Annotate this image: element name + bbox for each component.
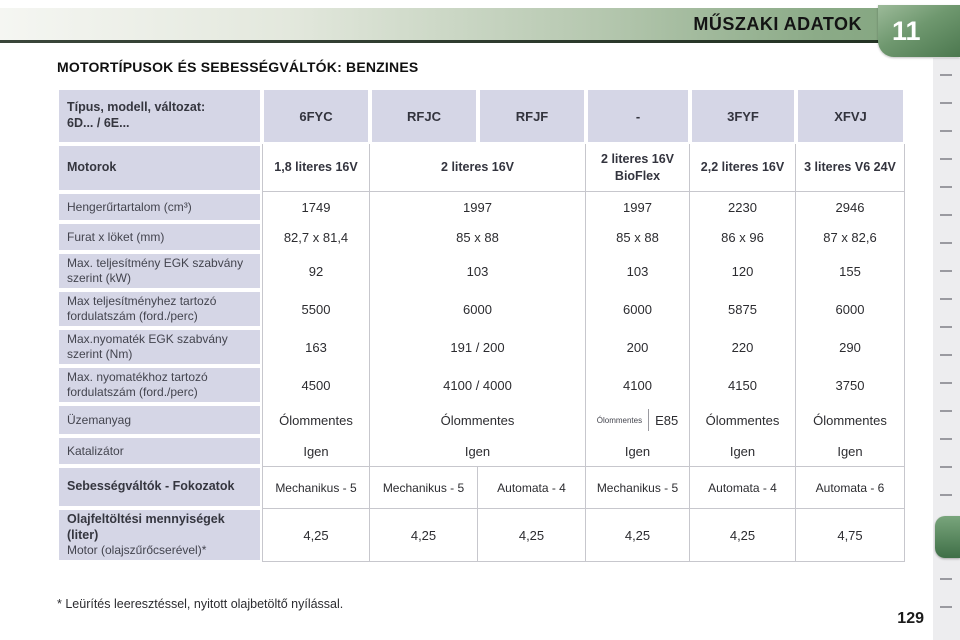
value-cell: 155 [796, 252, 905, 290]
table-row [57, 290, 905, 328]
row-label: Furat x löket (mm) [57, 222, 262, 252]
page-title: MŰSZAKI ADATOK [693, 14, 862, 34]
value-cell-fuel-e85 [586, 404, 690, 436]
row-label: Max. teljesítmény EGK szabvány szerint (kW) [57, 252, 262, 290]
value-cell: 5875 [690, 290, 796, 328]
column-header-xfvj: XFVJ [796, 88, 905, 144]
section-title: MOTORTÍPUSOK ÉS SEBESSÉGVÁLTÓK: BENZINES [57, 59, 419, 75]
table-row-gearboxes [57, 466, 905, 508]
page-number: 129 [897, 610, 924, 627]
row-label: Max.nyomaték EGK szabvány szerint (Nm) [57, 328, 262, 366]
value-cell: 86 x 96 [690, 222, 796, 252]
chapter-number-badge [878, 5, 960, 57]
footnote: * Leürítés leeresztéssel, nyitott olajbetöltő nyílással. [57, 597, 344, 611]
value-cell: 191 / 200 [370, 328, 586, 366]
column-header-3fyf: 3FYF [690, 88, 796, 144]
value-cell: 163 [262, 328, 370, 366]
value-cell: 85 x 88 [586, 222, 690, 252]
vertical-divider [648, 409, 649, 431]
column-header-6fyc: 6FYC [262, 88, 370, 144]
value-cell: Ólommentes [262, 404, 370, 436]
value-cell: Ólommentes [796, 404, 905, 436]
table-row [57, 222, 905, 252]
value-cell: 4500 [262, 366, 370, 404]
row-label: Max teljesítményhez tartozó fordulatszám (ford./perc) [57, 290, 262, 328]
spec-table [57, 88, 905, 562]
column-header-rfjc: RFJC [370, 88, 478, 144]
value-cell: 3750 [796, 366, 905, 404]
chapter-number: 11 [892, 15, 921, 46]
value-cell: 4,25 [262, 508, 370, 562]
value-cell: 4,25 [478, 508, 586, 562]
table-row [57, 436, 905, 466]
value-cell: 1997 [586, 192, 690, 222]
row-label: Sebességváltók - Fokozatok [57, 466, 262, 508]
row-label: Max. nyomatékhoz tartozó fordulatszám (ford./perc) [57, 366, 262, 404]
value-cell: Mechanikus - 5 [262, 466, 370, 508]
value-cell: 4100 / 4000 [370, 366, 586, 404]
type-model-label: Típus, modell, változat: 6D... / 6E... [57, 88, 262, 144]
value-cell: 4100 [586, 366, 690, 404]
value-cell: 82,7 x 81,4 [262, 222, 370, 252]
value-cell: 4150 [690, 366, 796, 404]
value-cell: 4,25 [690, 508, 796, 562]
value-cell: 4,25 [370, 508, 478, 562]
value-cell: Ólommentes [370, 404, 586, 436]
value-cell: Automata - 6 [796, 466, 905, 508]
value-cell: Ólommentes [690, 404, 796, 436]
table-row [57, 366, 905, 404]
value-cell: 87 x 82,6 [796, 222, 905, 252]
value-cell: 4,25 [586, 508, 690, 562]
value-cell: 1,8 literes 16V [262, 144, 370, 192]
value-cell: 2946 [796, 192, 905, 222]
value-cell: 6000 [370, 290, 586, 328]
value-cell: Igen [690, 436, 796, 466]
table-row-engines [57, 144, 905, 192]
row-label: Motorok [57, 144, 262, 192]
value-cell: 4,75 [796, 508, 905, 562]
table-header-row [57, 88, 905, 144]
header-divider-line [0, 40, 960, 43]
value-cell: Automata - 4 [478, 466, 586, 508]
row-label: Katalizátor [57, 436, 262, 466]
value-cell: Automata - 4 [690, 466, 796, 508]
value-cell: 85 x 88 [370, 222, 586, 252]
value-cell: 6000 [796, 290, 905, 328]
value-cell: 200 [586, 328, 690, 366]
value-cell: 92 [262, 252, 370, 290]
value-cell: 1749 [262, 192, 370, 222]
value-cell: 2,2 literes 16V [690, 144, 796, 192]
table-row-oil [57, 508, 905, 562]
column-header-dash: - [586, 88, 690, 144]
value-cell: 2 literes 16V BioFlex [586, 144, 690, 192]
value-cell: Igen [796, 436, 905, 466]
value-cell: Mechanikus - 5 [370, 466, 478, 508]
value-cell: 103 [370, 252, 586, 290]
table-row-fuel [57, 404, 905, 436]
table-row [57, 192, 905, 222]
table-row [57, 252, 905, 290]
value-cell: Igen [262, 436, 370, 466]
value-cell: 220 [690, 328, 796, 366]
table-row [57, 328, 905, 366]
row-label: Olajfeltöltési mennyiségek (liter) Motor (olajszűrőcserével)* [57, 508, 262, 562]
value-cell: 290 [796, 328, 905, 366]
fuel-small-label: Ólommentes [596, 415, 643, 425]
value-cell: Mechanikus - 5 [586, 466, 690, 508]
value-cell: 5500 [262, 290, 370, 328]
row-label: Hengerűrtartalom (cm³) [57, 192, 262, 222]
row-label: Üzemanyag [57, 404, 262, 436]
value-cell: 103 [586, 252, 690, 290]
value-cell: 2 literes 16V [370, 144, 586, 192]
value-cell: 6000 [586, 290, 690, 328]
value-cell: 3 literes V6 24V [796, 144, 905, 192]
value-cell: 1997 [370, 192, 586, 222]
value-cell: Igen [586, 436, 690, 466]
column-header-rfjf: RFJF [478, 88, 586, 144]
value-cell: 2230 [690, 192, 796, 222]
chapter-thumb-tab [935, 516, 960, 558]
value-cell: Igen [370, 436, 586, 466]
value-cell: 120 [690, 252, 796, 290]
fuel-e85-label: E85 [655, 412, 679, 428]
